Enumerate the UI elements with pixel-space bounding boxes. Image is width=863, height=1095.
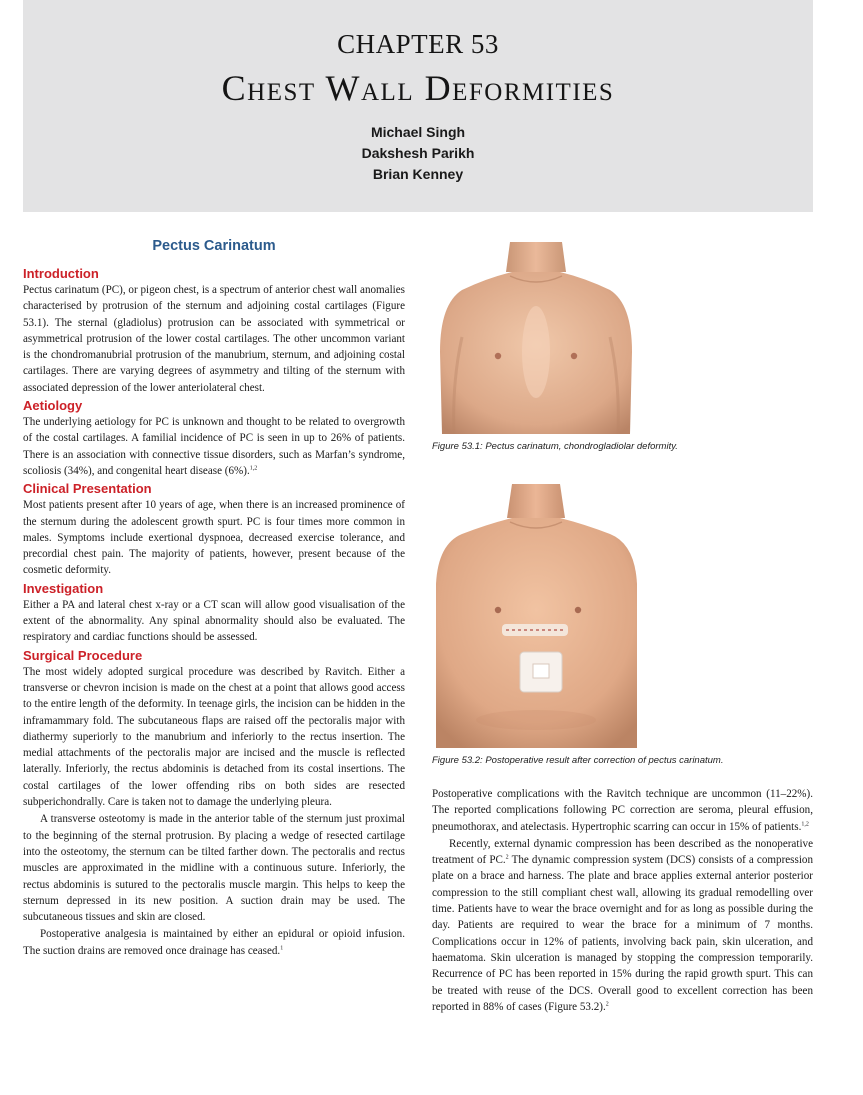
dynamic-compression-paragraph — [432, 836, 813, 1015]
chapter-title: Chest Wall Deformities — [221, 68, 615, 108]
author: Michael Singh — [370, 124, 466, 140]
heading-aetiology: Aetiology — [23, 398, 83, 414]
chapter-number: CHAPTER 53 — [337, 29, 499, 59]
surgical-paragraph-3-text: Postoperative analgesia is maintained by either an epidural or opioid infusion. The suction drains are removed once drainage has ceased. — [23, 928, 405, 957]
author: Brian Kenney — [372, 166, 464, 182]
complications-text: Postoperative complications with the Ravitch technique are uncommon (11–22%). The reported complications following PC correction are seroma, pleural effusion, pneumothorax, and atelectasis. Hypertrophic scarring can occur in 15% of patients. — [432, 788, 813, 833]
right-column — [432, 786, 813, 1016]
heading-investigation: Investigation — [23, 580, 104, 596]
section-title: Pectus Carinatum — [152, 238, 276, 254]
surgical-paragraph-3 — [23, 926, 405, 959]
reference-superscript: 1,2 — [801, 820, 809, 827]
heading-clinical-presentation: Clinical Presentation — [23, 481, 152, 497]
chapter-header — [23, 0, 813, 212]
author-list — [23, 122, 813, 185]
figure-53-1-image — [432, 242, 641, 434]
aetiology-text: The underlying aetiology for PC is unknown and thought to be related to overgrowth of the costal cartilages. A familial incidence of PC is seen in up to 26% of patients. There is an association with connective tissue disorders, such as Marfan’s syndrome, scoliosis (34%), and congenital heart disease (6%). — [23, 416, 405, 477]
author: Dakshesh Parikh — [361, 145, 475, 161]
dcs-text-rest: The dynamic compression system (DCS) consists of a compression plate on a brace and harness. The plate and brace applies external anterior posterior compression to the still compliant chest wall, allowing its gradual remodelling over time. Patients have to wear the brace overnight and for as long as possible during the day. Patients are required to wear the brace for a minimum of 7 months. Complications occur in 12% of patients, involving back pain, skin ulceration, and haematoma. Skin ulceration is managed by stopping the compression temporarily. Recurrence of PC has been reported in 15% during the rapid growth spurt. This can be treated with reuse of the DCS. Overall good to excellent correction has been reported in 88% of cases (Figure 53.2). — [432, 854, 813, 1013]
surgical-paragraph-2: A transverse osteotomy is made in the anterior table of the sternum just proximal to the beginning of the sternal protrusion. By placing a wedge of resected cartilage into the osteotomy, the sternum can be tilted farther down. The pectoralis and rectus muscles are approximated in the midline with a continuous suture. Inferiorly, the rectus abdominis is sutured to the pectoralis muscle margin. This helps to keep the sternum depressed in its new position. A suction drain may be used. The subcutaneous tissues and skin are closed. — [23, 813, 405, 924]
dcs-text-start: Recently, external dynamic compression has been described as the nonoperative treatment of PC. — [432, 837, 813, 867]
figure-53-2-caption: Figure 53.2: Postoperative result after correction of pectus carinatum. — [432, 755, 724, 766]
reference-superscript: 1,2 — [249, 465, 258, 472]
aetiology-paragraph — [23, 414, 405, 479]
heading-surgical-procedure: Surgical Procedure — [23, 647, 143, 663]
complications-paragraph — [432, 786, 813, 835]
investigation-paragraph: Either a PA and lateral chest x-ray or a CT scan will allow good visualisation of the extent of the abnormality. Any spinal abnormality should also be evaluated. The respiratory and cardiac functions should be assessed. — [23, 598, 405, 644]
figure-53-2-image — [432, 484, 641, 748]
surgical-paragraph-1: The most widely adopted surgical procedure was described by Ravitch. Either a transverse or chevron incision is made on the chest at a point that allows good access to the entire length of the deformity. In teenage girls, the incision can be hidden in the inframammary fold. The subcutaneous flaps are raised off the pectoralis major with diathermy superiorly to the manubrium and inferiorly to the rectus insertion. The medial attachments of the pectoralis major are incised and the muscle is reflected laterally. Inferiorly, the rectus abdominis is detached from its costal insertions. The costal cartilages of the lower offending ribs on both sides are resected subperichondrally. Care is taken not to damage the underlying pleura. — [23, 665, 405, 809]
heading-introduction: Introduction — [23, 266, 99, 281]
left-column — [23, 238, 405, 960]
figure-53-1-caption: Figure 53.1: Pectus carinatum, chondrogladiolar deformity. — [432, 441, 678, 452]
clinical-paragraph: Most patients present after 10 years of age, when there is an increased prominence of the sternum during the adolescent growth spurt. PC is four times more common in males. Symptoms include exertional dyspnoea, decreased exercise tolerance, and precordial chest pain. The majority of patients, however, present because of the cosmetic deformity. — [23, 499, 405, 577]
introduction-paragraph: Pectus carinatum (PC), or pigeon chest, is a spectrum of anterior chest wall anomalies characterised by protrusion of the sternum and adjoining costal cartilages (Figure 53.1). The sternal (gladiolus) protrusion can be associated with symmetrical or asymmetrical protrusion of the lower costal cartilages. The other uncommon variant is the chondromanubrial protrusion of the manubrium, sternum, and adjoining costal cartilages. There are varying degrees of asymmetry and tilting of the sternum with associated depression of the lower anteriolateral chest. — [23, 284, 405, 394]
reference-superscript: 1 — [280, 945, 284, 951]
reference-superscript: 2 — [505, 854, 509, 861]
reference-superscript: 2 — [605, 1001, 609, 1008]
